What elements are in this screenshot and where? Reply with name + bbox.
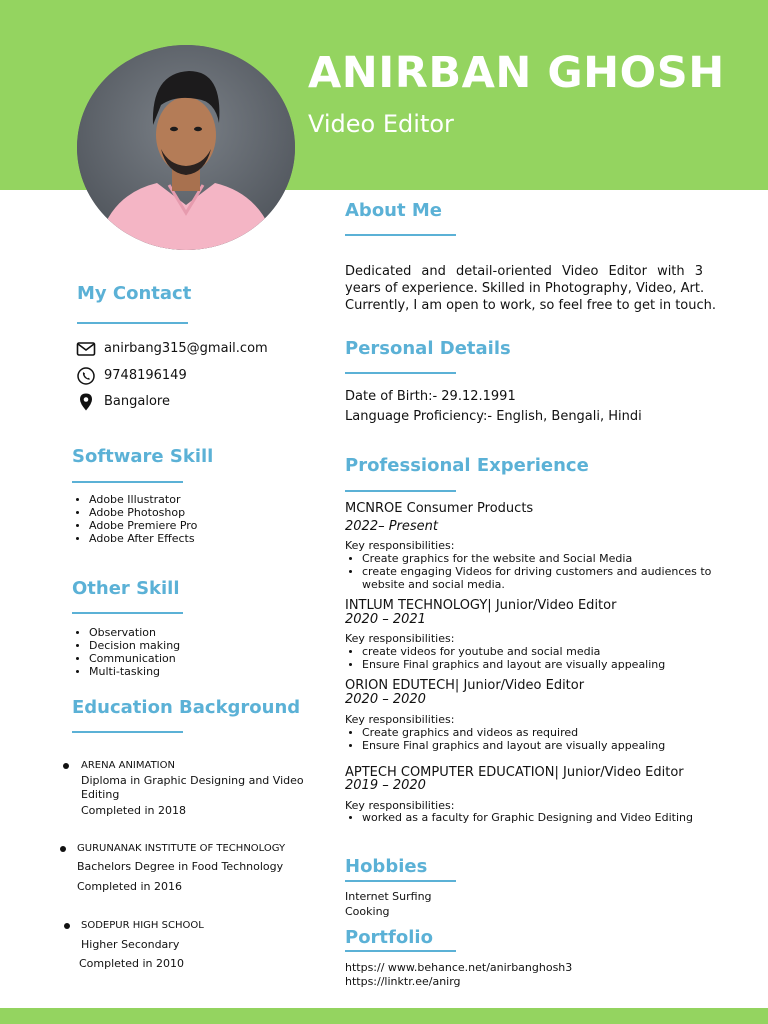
portfolio-link[interactable]: https://linktr.ee/anirg xyxy=(345,975,461,988)
footer-band xyxy=(0,1008,768,1024)
job-period: 2022– Present xyxy=(345,519,439,534)
about-heading: About Me xyxy=(345,200,442,221)
list-item: create videos for youtube and social media xyxy=(345,645,665,658)
personal-heading: Personal Details xyxy=(345,338,511,359)
hobby-item: Cooking xyxy=(345,905,390,918)
job-resp-label: Key responsibilities: xyxy=(345,632,455,645)
software-skill-heading: Software Skill xyxy=(72,446,214,467)
candidate-name: ANIRBAN GHOSH xyxy=(308,48,725,98)
list-item: Ensure Final graphics and layout are visually appealing xyxy=(345,739,665,752)
list-item: Decision making xyxy=(72,639,180,652)
phone-icon xyxy=(76,366,96,386)
about-divider xyxy=(345,234,456,236)
education-completed: Completed in 2018 xyxy=(81,804,187,817)
job-company: INTLUM TECHNOLOGY| Junior/Video Editor xyxy=(345,598,617,613)
hobby-item: Internet Surfing xyxy=(345,890,432,903)
education-school: ARENA ANIMATION xyxy=(81,760,175,771)
list-item: worked as a faculty for Graphic Designing and Video Editing xyxy=(345,811,693,824)
other-skill-list xyxy=(72,626,180,678)
job-period: 2020 – 2021 xyxy=(345,612,426,627)
contact-phone[interactable]: 9748196149 xyxy=(104,368,187,383)
other-skill-divider xyxy=(72,612,183,614)
list-item: Create graphics for the website and Social Media xyxy=(345,552,711,565)
hobbies-divider xyxy=(345,880,456,882)
education-degree: Higher Secondary xyxy=(81,938,180,951)
personal-divider xyxy=(345,372,456,374)
list-item: Create graphics and videos as required xyxy=(345,726,665,739)
job-bullets xyxy=(345,645,665,671)
job-resp-label: Key responsibilities: xyxy=(345,539,455,552)
other-skill-heading: Other Skill xyxy=(72,578,180,599)
job-resp-label: Key responsibilities: xyxy=(345,799,455,812)
experience-heading: Professional Experience xyxy=(345,455,589,476)
job-period: 2020 – 2020 xyxy=(345,692,426,707)
job-bullets xyxy=(345,726,665,752)
hobbies-heading: Hobbies xyxy=(345,856,428,877)
education-divider xyxy=(72,731,183,733)
education-degree: Diploma in Graphic Designing and Video xyxy=(81,774,304,787)
job-company: ORION EDUTECH| Junior/Video Editor xyxy=(345,678,585,693)
education-completed: Completed in 2016 xyxy=(77,880,183,893)
job-bullets xyxy=(345,552,711,578)
list-item: Communication xyxy=(72,652,180,665)
education-degree: Editing xyxy=(81,788,120,801)
software-skill-list xyxy=(72,493,197,545)
about-text-line: Currently, I am open to work, so feel free to get in touch. xyxy=(345,298,717,313)
personal-language: Language Proficiency:- English, Bengali, Hindi xyxy=(345,409,642,424)
experience-divider xyxy=(345,490,456,492)
job-company: APTECH COMPUTER EDUCATION| Junior/Video Editor xyxy=(345,765,684,780)
education-completed: Completed in 2010 xyxy=(79,957,185,970)
software-skill-divider xyxy=(72,481,183,483)
list-item: Adobe Illustrator xyxy=(72,493,197,506)
list-item: Observation xyxy=(72,626,180,639)
job-resp-label: Key responsibilities: xyxy=(345,713,455,726)
personal-dob: Date of Birth:- 29.12.1991 xyxy=(345,389,516,404)
job-bullets xyxy=(345,811,693,824)
education-school: SODEPUR HIGH SCHOOL xyxy=(81,920,204,931)
profile-photo xyxy=(77,45,295,250)
candidate-role: Video Editor xyxy=(308,110,454,138)
education-heading: Education Background xyxy=(72,697,301,718)
about-text-line: Dedicated and detail-oriented Video Editor with 3 xyxy=(345,264,703,279)
contact-heading: My Contact xyxy=(77,283,192,304)
list-item: Multi-tasking xyxy=(72,665,180,678)
education-bullet xyxy=(63,763,69,769)
education-bullet xyxy=(60,846,66,852)
job-bullet-continuation: website and social media. xyxy=(362,578,505,591)
map-pin-icon xyxy=(76,392,96,412)
list-item: Adobe Premiere Pro xyxy=(72,519,197,532)
about-text-line: years of experience. Skilled in Photography, Video, Art. xyxy=(345,281,705,296)
portfolio-divider xyxy=(345,950,456,952)
education-degree: Bachelors Degree in Food Technology xyxy=(77,860,284,873)
list-item: create engaging Videos for driving customers and audiences to xyxy=(345,565,711,578)
contact-email[interactable]: anirbang315@gmail.com xyxy=(104,341,268,356)
job-period: 2019 – 2020 xyxy=(345,778,426,793)
portfolio-heading: Portfolio xyxy=(345,927,433,948)
contact-location: Bangalore xyxy=(104,394,170,409)
list-item: Adobe Photoshop xyxy=(72,506,197,519)
education-school: GURUNANAK INSTITUTE OF TECHNOLOGY xyxy=(77,843,286,854)
portfolio-link[interactable]: https:// www.behance.net/anirbanghosh3 xyxy=(345,961,573,974)
list-item: Adobe After Effects xyxy=(72,532,197,545)
envelope-icon xyxy=(76,339,96,359)
contact-divider xyxy=(77,322,188,324)
list-item: Ensure Final graphics and layout are visually appealing xyxy=(345,658,665,671)
job-company: MCNROE Consumer Products xyxy=(345,501,534,516)
education-bullet xyxy=(64,923,70,929)
